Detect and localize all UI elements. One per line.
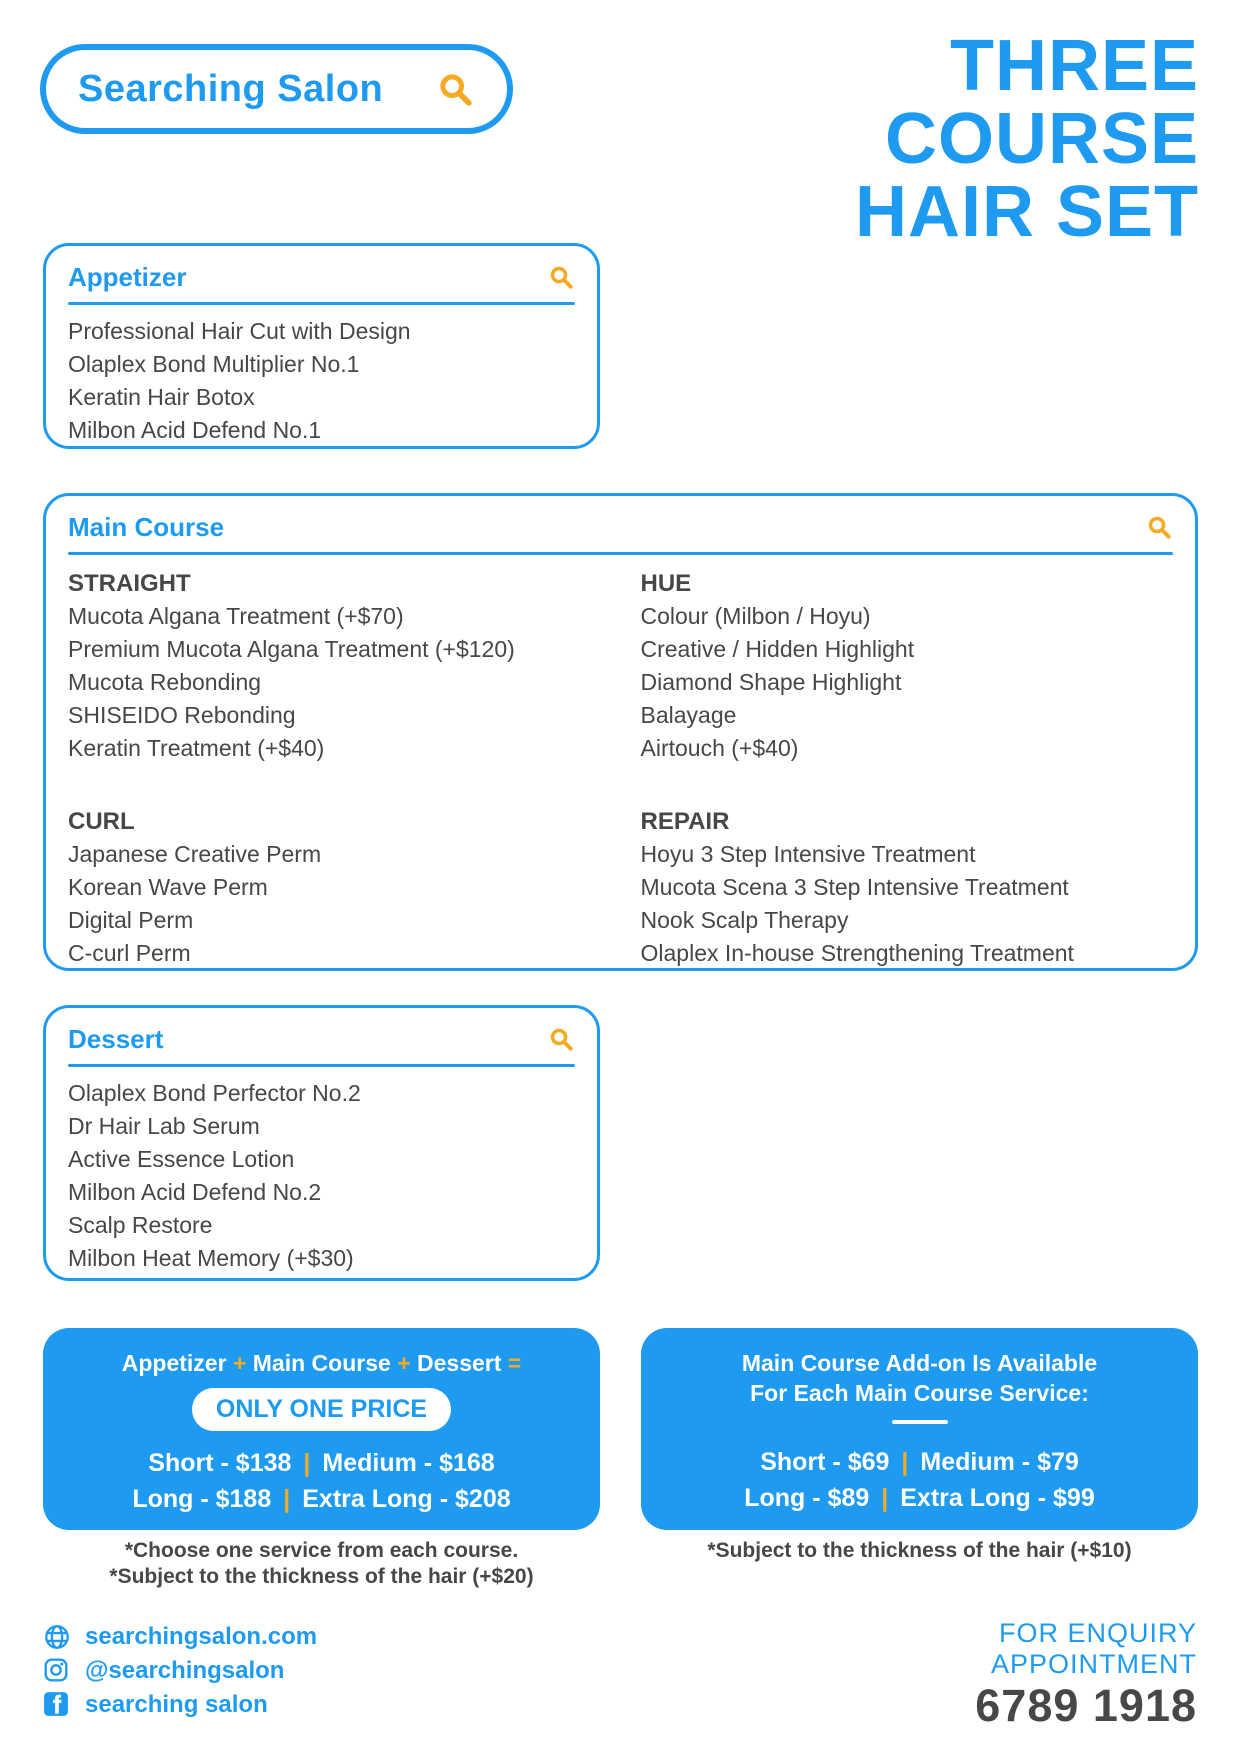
group-heading: HUE [640, 570, 692, 597]
appetizer-section [43, 243, 600, 449]
addon-offer-footnote [641, 1538, 1198, 1564]
appointment-label: APPOINTMENT [990, 1649, 1197, 1679]
menu-item: Mucota Scena 3 Step Intensive Treatment [640, 874, 1069, 900]
main-course-groups [66, 555, 1175, 970]
headline-line: Main Course Add-on Is Available [741, 1350, 1098, 1376]
headline-part: Main Course [252, 1350, 391, 1376]
menu-item: Creative / Hidden Highlight [640, 636, 915, 662]
menu-item: Airtouch (+$40) [640, 735, 799, 761]
headline-line: For Each Main Course Service: [750, 1380, 1089, 1406]
instagram-icon [43, 1657, 71, 1685]
facebook-icon [43, 1691, 71, 1719]
group-heading: STRAIGHT [68, 570, 191, 597]
menu-item: Milbon Acid Defend No.1 [68, 417, 322, 443]
price-extra-long: Extra Long - $99 [900, 1484, 1095, 1512]
search-icon [547, 1025, 575, 1053]
search-icon [1145, 513, 1173, 541]
appetizer-title: Appetizer [68, 261, 187, 292]
bundle-offer-headline [43, 1348, 600, 1378]
divider [892, 1420, 948, 1424]
group-heading: CURL [68, 808, 135, 835]
pipe-divider: | [283, 1485, 291, 1513]
page-title-line: HAIR SET [854, 172, 1199, 252]
group-repair [641, 805, 1174, 970]
menu-item: Active Essence Lotion [68, 1146, 295, 1172]
footer-contact [975, 1618, 1197, 1732]
bundle-offer-footnotes [43, 1538, 600, 1590]
price-extra-long: Extra Long - $208 [302, 1485, 511, 1513]
page-title [854, 26, 1199, 252]
menu-item: Olaplex In-house Strengthening Treatment [640, 940, 1074, 966]
menu-item: SHISEIDO Rebonding [68, 702, 296, 728]
group-straight [68, 567, 601, 765]
phone-number: 6789 1918 [975, 1680, 1197, 1731]
price-line [641, 1444, 1198, 1480]
search-icon [547, 263, 575, 291]
price-line [641, 1480, 1198, 1516]
group-hue [641, 567, 1174, 765]
instagram-link[interactable] [43, 1656, 317, 1686]
menu-item: Hoyu 3 Step Intensive Treatment [640, 841, 976, 867]
main-course-title: Main Course [68, 511, 225, 542]
page-title-line: THREE [949, 26, 1199, 106]
menu-item: Milbon Acid Defend No.2 [68, 1179, 322, 1205]
badge-wrap [43, 1388, 600, 1431]
menu-item: Korean Wave Perm [68, 874, 268, 900]
dessert-section [43, 1005, 600, 1281]
menu-item: Colour (Milbon / Hoyu) [640, 603, 871, 629]
salon-logo [40, 44, 513, 134]
menu-item: Digital Perm [68, 907, 194, 933]
plus-sign: + [232, 1350, 247, 1376]
instagram-text: @searchingsalon [85, 1657, 285, 1684]
facebook-link[interactable] [43, 1690, 317, 1720]
dessert-items [66, 1067, 577, 1275]
menu-item: Premium Mucota Algana Treatment (+$120) [68, 636, 515, 662]
footnote-line: *Subject to the thickness of the hair (+$10) [707, 1539, 1132, 1562]
equals-sign: = [507, 1350, 522, 1376]
menu-item: Milbon Heat Memory (+$30) [68, 1245, 354, 1271]
footer-social-links [43, 1622, 317, 1720]
appetizer-header [66, 260, 577, 294]
website-link[interactable] [43, 1622, 317, 1652]
main-course-header [66, 510, 1175, 544]
page-title-line: COURSE [884, 99, 1199, 179]
price-long: Long - $188 [132, 1485, 272, 1513]
facebook-text: searching salon [85, 1691, 268, 1718]
menu-item: Mucota Algana Treatment (+$70) [68, 603, 404, 629]
menu-item: Dr Hair Lab Serum [68, 1113, 260, 1139]
bundle-prices [43, 1445, 600, 1517]
price-long: Long - $89 [744, 1484, 870, 1512]
menu-item: Olaplex Bond Multiplier No.1 [68, 351, 360, 377]
price-medium: Medium - $168 [322, 1449, 495, 1477]
search-icon [435, 69, 475, 109]
menu-item: Professional Hair Cut with Design [68, 318, 411, 344]
dessert-title: Dessert [68, 1023, 164, 1054]
addon-offer-headline [641, 1348, 1198, 1408]
price-short: Short - $138 [148, 1449, 292, 1477]
appetizer-items [66, 305, 577, 447]
menu-item: Olaplex Bond Perfector No.2 [68, 1080, 361, 1106]
headline-part: Appetizer [121, 1350, 227, 1376]
price-short: Short - $69 [760, 1448, 890, 1476]
price-line [43, 1481, 600, 1517]
pipe-divider: | [881, 1484, 889, 1512]
bundle-offer-card [43, 1328, 600, 1530]
addon-offer-card [641, 1328, 1198, 1530]
menu-item: Balayage [640, 702, 737, 728]
enquiry-label: FOR ENQUIRY [998, 1618, 1197, 1648]
menu-item: Keratin Treatment (+$40) [68, 735, 325, 761]
website-text: searchingsalon.com [85, 1623, 318, 1650]
menu-item: Mucota Rebonding [68, 669, 262, 695]
price-medium: Medium - $79 [920, 1448, 1079, 1476]
dessert-header [66, 1022, 577, 1056]
only-one-price-badge: ONLY ONE PRICE [192, 1388, 451, 1431]
pipe-divider: | [303, 1449, 311, 1477]
price-line [43, 1445, 600, 1481]
footnote-line: *Choose one service from each course. [124, 1539, 519, 1562]
headline-part: Dessert [417, 1350, 502, 1376]
menu-item: Japanese Creative Perm [68, 841, 322, 867]
addon-prices [641, 1444, 1198, 1516]
pipe-divider: | [901, 1448, 909, 1476]
group-heading: REPAIR [640, 808, 730, 835]
salon-name: Searching Salon [78, 67, 384, 110]
globe-icon [43, 1623, 71, 1651]
footnote-line: *Subject to the thickness of the hair (+$20) [109, 1565, 534, 1588]
plus-sign: + [397, 1350, 411, 1376]
menu-item: C-curl Perm [68, 940, 191, 966]
menu-item: Scalp Restore [68, 1212, 213, 1238]
menu-item: Diamond Shape Highlight [640, 669, 902, 695]
main-course-section [43, 493, 1198, 971]
group-curl [68, 805, 601, 970]
menu-item: Nook Scalp Therapy [640, 907, 849, 933]
menu-item: Keratin Hair Botox [68, 384, 255, 410]
